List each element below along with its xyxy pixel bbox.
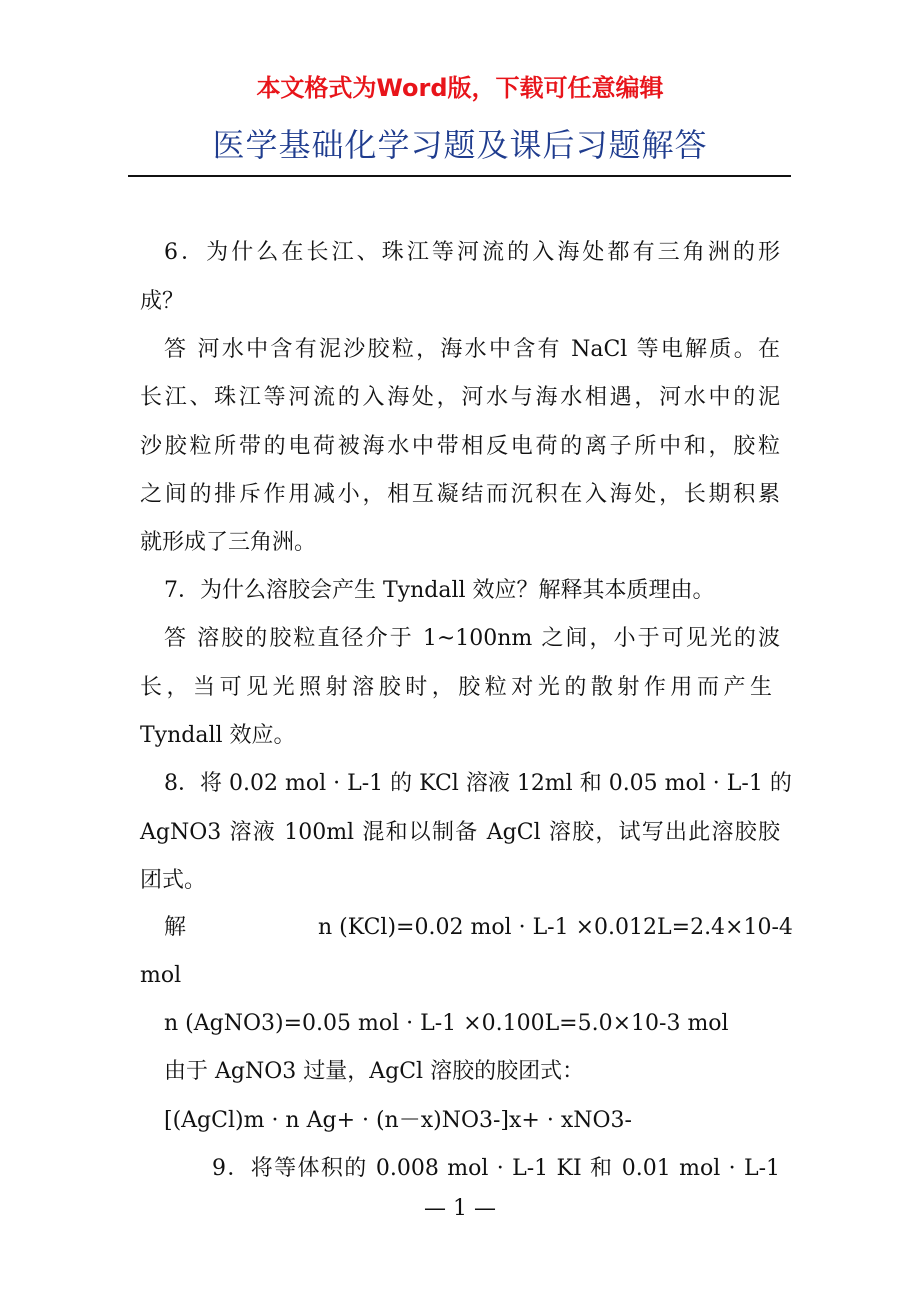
q8-line-2: AgNO3 溶液 100ml 混和以制备 AgCl 溶胶，试写出此溶胶胶 (140, 820, 780, 845)
a8-line-2: mol (140, 963, 182, 988)
a6-line-4: 之间的排斥作用减小，相互凝结而沉积在入海处，长期积累 (140, 482, 780, 507)
q8-line-3: 团式。 (140, 868, 207, 893)
a8-line-3: n (AgNO3)=0.05 mol · L-1 ×0.100L=5.0×10-3 mol (164, 1011, 729, 1036)
document-title: 医学基础化学习题及课后习题解答 (212, 126, 708, 164)
format-notice: 本文格式为Word版，下载可任意编辑 (256, 74, 664, 102)
q9-line-1: 9．将等体积的 0.008 mol · L-1 KI 和 0.01 mol · L-1 (212, 1156, 780, 1181)
a7-line-2: 长，当可见光照射溶胶时，胶粒对光的散射作用而产生 (140, 675, 772, 700)
a8-formula: [(AgCl)m · n Ag+ · (n－x)NO3-]x+ · xNO3- (164, 1108, 632, 1133)
a8-line-4: 由于 AgNO3 过量，AgCl 溶胶的胶团式： (164, 1059, 585, 1084)
a6-line-5: 就形成了三角洲。 (140, 530, 317, 555)
page-number: — 1 — (424, 1196, 496, 1221)
title-divider (128, 175, 791, 177)
q6-line-2: 成？ (140, 289, 185, 314)
q8-line-1: 8．将 0.02 mol · L-1 的 KCl 溶液 12ml 和 0.05 mol · L-1 的 (164, 771, 792, 796)
a6-line-1: 答 河水中含有泥沙胶粒，海水中含有 NaCl 等电解质。在 (164, 337, 780, 362)
a6-line-3: 沙胶粒所带的电荷被海水中带相反电荷的离子所中和，胶粒 (140, 434, 780, 459)
q7-line-1: 7．为什么溶胶会产生 Tyndall 效应？解释其本质理由。 (164, 578, 715, 603)
a7-line-3: Tyndall 效应。 (140, 723, 296, 748)
q6-line-1: 6．为什么在长江、珠江等河流的入海处都有三角洲的形 (164, 240, 780, 265)
a8-line-1: n (KCl)=0.02 mol · L-1 ×0.012L=2.4×10-4 (318, 915, 793, 940)
a6-line-2: 长江、珠江等河流的入海处，河水与海水相遇，河水中的泥 (140, 385, 780, 410)
a7-line-1: 答 溶胶的胶粒直径介于 1~100nm 之间，小于可见光的波 (164, 626, 780, 651)
a8-label: 解 (164, 915, 187, 940)
